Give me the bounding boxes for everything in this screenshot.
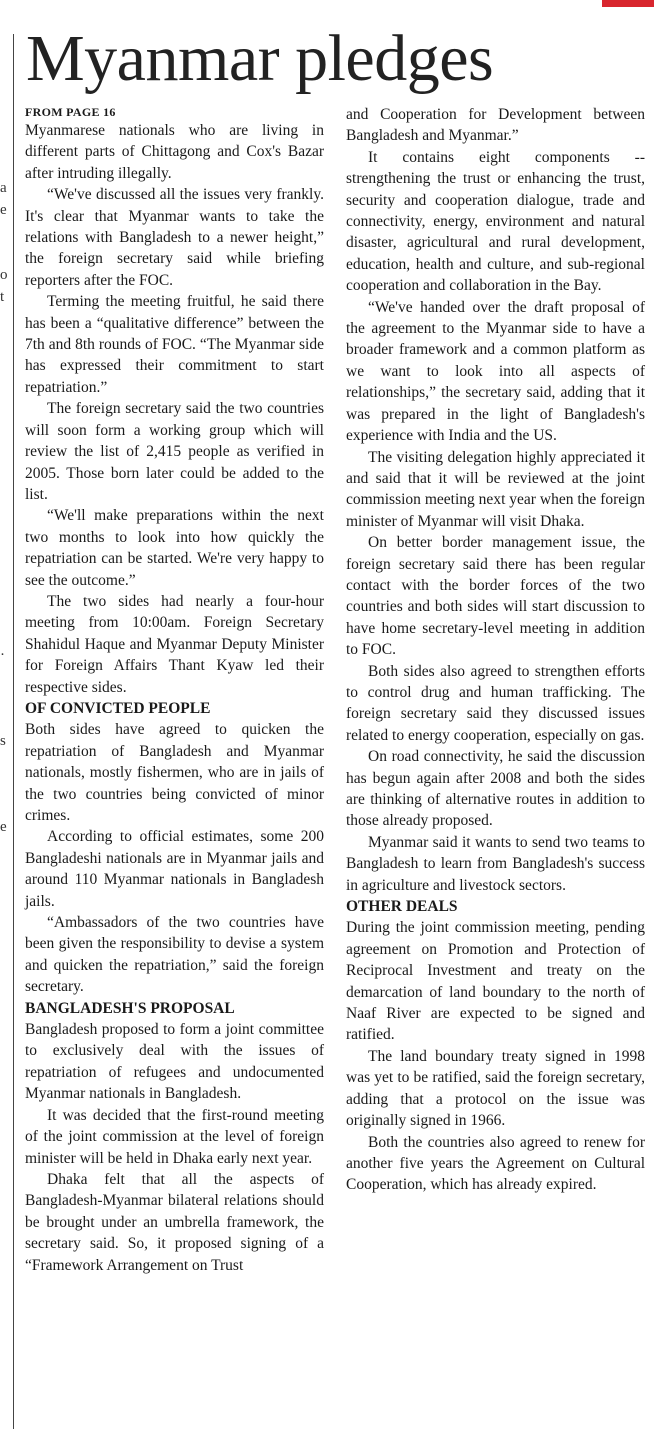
subheading: BANGLADESH'S PROPOSAL	[25, 999, 235, 1017]
margin-fragment: e	[0, 820, 7, 835]
paragraph: “We've handed over the draft proposal of the agreement to the Myanmar side to have a broader framework and a common platform as we want to look into all aspects of relationships,” the secretary said, adding that it was prepared in the light of Bangladesh's experience with India and the US.	[346, 298, 645, 445]
paragraph: On better border management issue, the foreign secretary said there has been regular contact with the border forces of the two countries and both sides will start discussion to have home secretary-level meeting in addition to FOC.	[346, 534, 645, 659]
paragraph: On road connectivity, he said the discussion has begun again after 2008 and both the sides are thinking of alternative routes in addition to those already proposed.	[346, 748, 645, 830]
paragraph: It was decided that the first-round meeting of the joint commission at the level of foreign minister will be held in Dhaka early next year.	[25, 1106, 324, 1167]
paragraph: It contains eight components -- strengthening the trust or enhancing the trust, security and cooperation dialogue, trade and connectivity, energy, environment and natural disaster, agricultural and rural development, education, health and culture, and sub-regional cooperation and collaboration in the Bay.	[346, 148, 645, 295]
margin-fragment: ·	[0, 648, 5, 663]
margin-fragment: o	[0, 268, 8, 283]
paragraph: and Cooperation for Development between Bangladesh and Myanmar.”	[346, 106, 645, 145]
paragraph: According to official estimates, some 200 Bangladeshi nationals are in Myanmar jails and around 110 Myanmar nationals in Bangladesh jails.	[25, 828, 324, 910]
column-divider	[13, 34, 14, 1429]
paragraph: Both the countries also agreed to renew for another five years the Agreement on Cultural Cooperation, which has already expired.	[346, 1133, 645, 1194]
margin-fragment: s	[0, 734, 6, 749]
article-column-right	[346, 104, 645, 1196]
paragraph: The two sides had nearly a four-hour meeting from 10:00am. Foreign Secretary Shahidul Haque and Myanmar Deputy Minister for Foreign Affairs Thant Kyaw led their respective sides.	[25, 592, 324, 696]
paragraph: Dhaka felt that all the aspects of Bangladesh-Myanmar bilateral relations should be brought under an umbrella framework, the secretary said. So, it proposed signing of a “Framework Arrangement on Trust	[25, 1170, 324, 1274]
left-column-body	[25, 120, 324, 1276]
margin-fragment: a	[0, 181, 7, 196]
paragraph: “We'll make preparations within the next two months to look into how quickly the repatriation can be started. We're very happy to see the outcome.”	[25, 507, 324, 589]
paragraph: The foreign secretary said the two countries will soon form a working group which will review the list of 2,415 people as verified in 2005. Those born later could be added to the list.	[25, 400, 324, 503]
paragraph: “We've discussed all the issues very frankly. It's clear that Myanmar wants to take the relations with Bangladesh to a newer height,” the foreign secretary said while briefing reporters after the FOC.	[25, 186, 324, 289]
continuation-label: FROM PAGE 16	[25, 105, 116, 119]
section-marker	[602, 0, 654, 7]
paragraph: During the joint commission meeting, pending agreement on Promotion and Protection of Reciprocal Investment and treaty on the demarcation of land boundary to the north of Naaf River are expected to be signed and ratified.	[346, 919, 645, 1044]
paragraph: Both sides have agreed to quicken the repatriation of Bangladesh and Myanmar nationals, mostly fishermen, who are in jails of the two countries being convicted of minor crimes.	[25, 721, 324, 824]
article-column-left	[25, 104, 324, 1276]
paragraph: “Ambassadors of the two countries have been given the responsibility to devise a system and quicken the repatriation,” said the foreign secretary.	[25, 914, 324, 996]
paragraph: The visiting delegation highly appreciated it and said that it will be reviewed at the joint commission meeting next year when the foreign minister of Myanmar will visit Dhaka.	[346, 448, 645, 530]
right-column-body	[346, 104, 645, 1196]
subheading: OTHER DEALS	[346, 898, 458, 916]
subheading: OF CONVICTED PEOPLE	[25, 699, 211, 717]
paragraph: Both sides also agreed to strengthen efforts to control drug and human trafficking. The foreign secretary said they discussed issues related to energy cooperation, especially on gas.	[346, 662, 645, 744]
headline: Myanmar pledges	[26, 22, 494, 95]
paragraph: Myanmar said it wants to send two teams to Bangladesh to learn from Bangladesh's success in agriculture and livestock sectors.	[346, 833, 645, 894]
paragraph: Bangladesh proposed to form a joint committee to exclusively deal with the issues of repatriation of refugees and undocumented Myanmar nationals in Bangladesh.	[25, 1021, 324, 1103]
paragraph: Terming the meeting fruitful, he said there has been a “qualitative difference” between the 7th and 8th rounds of FOC. “The Myanmar side has expressed their commitment to start repatriation.”	[25, 293, 324, 396]
paragraph: Myanmarese nationals who are living in different parts of Chittagong and Cox's Bazar after intruding illegally.	[25, 122, 324, 182]
margin-fragment: t	[0, 290, 5, 305]
paragraph: The land boundary treaty signed in 1998 was yet to be ratified, said the foreign secretary, adding that a protocol on the issue was originally signed in 1966.	[346, 1047, 645, 1130]
margin-fragment: e	[0, 203, 7, 218]
